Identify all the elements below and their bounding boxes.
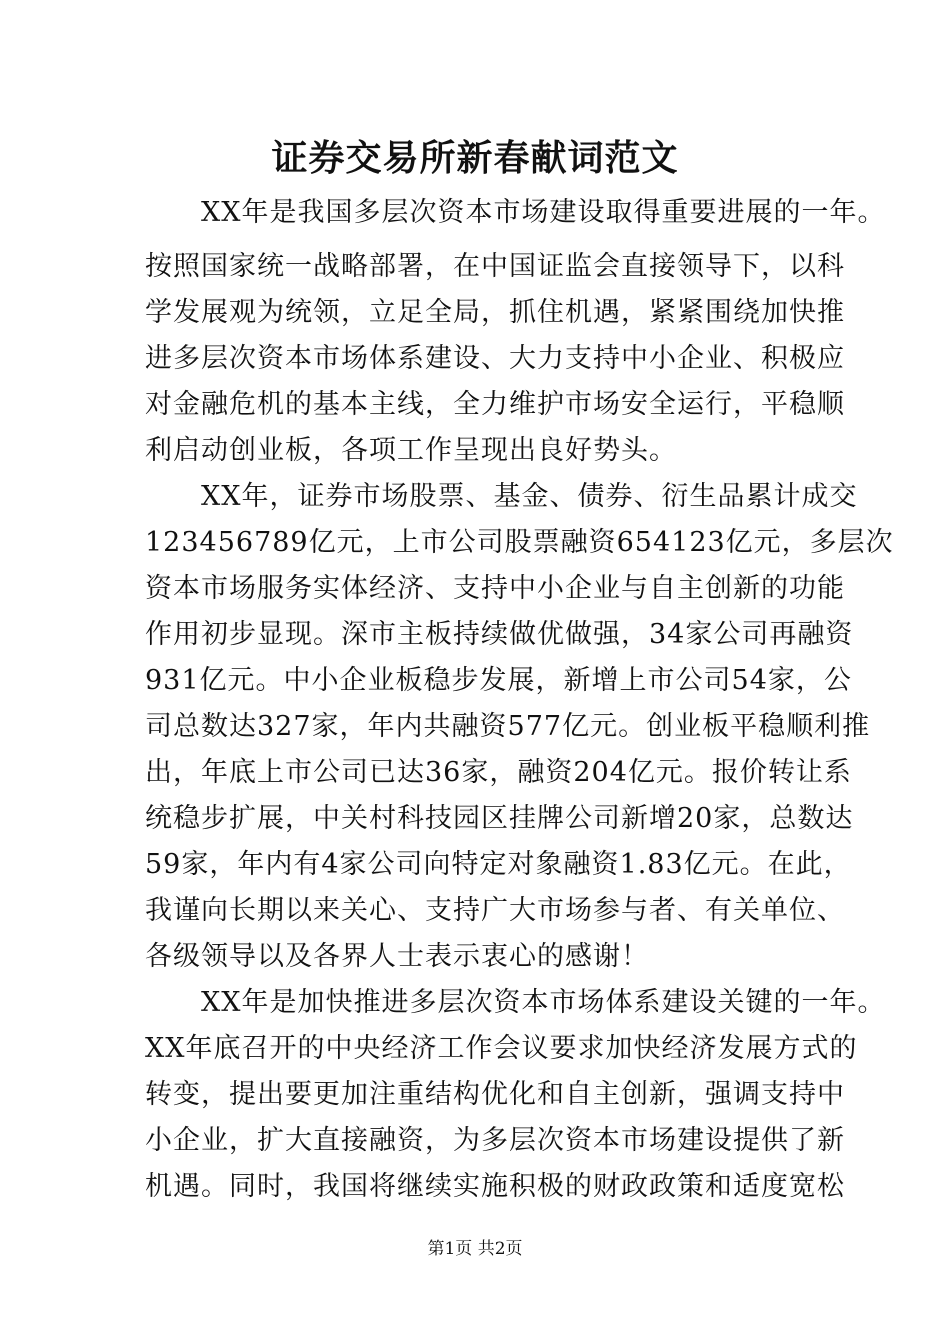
page-footer: 第1页 共2页 bbox=[427, 1239, 523, 1259]
body-line: 进多层次资本市场体系建设、大力支持中小企业、积极应 bbox=[145, 343, 845, 374]
body-line: 统稳步扩展，中关村科技园区挂牌公司新增20家，总数达 bbox=[145, 803, 854, 834]
body-line: XX年是我国多层次资本市场建设取得重要进展的一年。 bbox=[145, 197, 886, 228]
body-line: 学发展观为统领，立足全局，抓住机遇，紧紧围绕加快推 bbox=[145, 297, 845, 328]
body-line: 出，年底上市公司已达36家，融资204亿元。报价转让系 bbox=[145, 757, 852, 788]
body-line: 转变，提出要更加注重结构优化和自主创新，强调支持中 bbox=[145, 1079, 845, 1110]
body-line: 931亿元。中小企业板稳步发展，新增上市公司54家，公 bbox=[145, 665, 852, 696]
body-line: 资本市场服务实体经济、支持中小企业与自主创新的功能 bbox=[145, 573, 845, 604]
body-line: 59家，年内有4家公司向特定对象融资1.83亿元。在此， bbox=[145, 849, 852, 880]
body-line: 对金融危机的基本主线，全力维护市场安全运行，平稳顺 bbox=[145, 389, 845, 420]
body-line: 机遇。同时，我国将继续实施积极的财政政策和适度宽松 bbox=[145, 1171, 845, 1202]
body-line: 我谨向长期以来关心、支持广大市场参与者、有关单位、 bbox=[145, 895, 845, 926]
body-line: XX年是加快推进多层次资本市场体系建设关键的一年。 bbox=[145, 987, 886, 1018]
body-line: 小企业，扩大直接融资，为多层次资本市场建设提供了新 bbox=[145, 1125, 845, 1156]
body-line: 利启动创业板，各项工作呈现出良好势头。 bbox=[145, 435, 677, 466]
body-line: 123456789亿元，上市公司股票融资654123亿元，多层次 bbox=[145, 527, 894, 558]
body-line: 各级领导以及各界人士表示衷心的感谢！ bbox=[145, 941, 649, 972]
document-title: 证券交易所新春献词范文 bbox=[271, 137, 679, 179]
body-line: 作用初步显现。深市主板持续做优做强，34家公司再融资 bbox=[145, 619, 854, 650]
body-line: XX年，证券市场股票、基金、债券、衍生品累计成交 bbox=[145, 481, 858, 512]
body-line: 司总数达327家，年内共融资577亿元。创业板平稳顺利推 bbox=[145, 711, 871, 742]
body-line: XX年底召开的中央经济工作会议要求加快经济发展方式的 bbox=[145, 1033, 858, 1064]
body-line: 按照国家统一战略部署，在中国证监会直接领导下，以科 bbox=[145, 251, 845, 282]
